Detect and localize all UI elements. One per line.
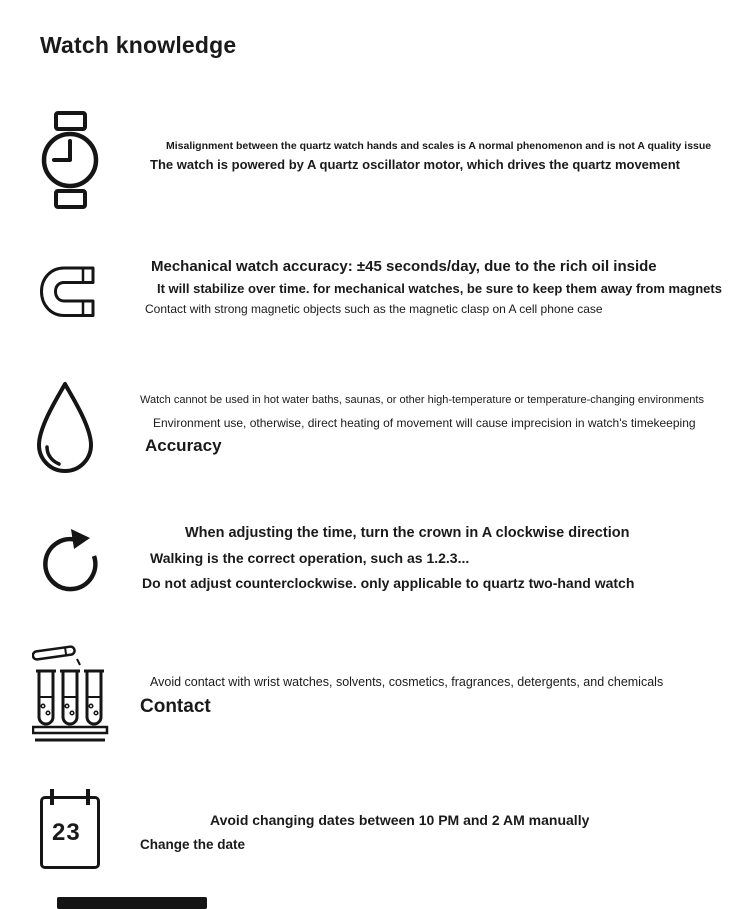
contact-label: Contact [140,696,211,717]
quartz-note-line-1: Misalignment between the quartz watch hands and scales is A normal phenomenon and is not A quality issue [166,140,712,152]
quartz-note-line-2: The watch is powered by A quartz oscillator motor, which drives the quartz movement [150,157,680,172]
test-tubes-icon [32,643,112,745]
calendar-icon [40,786,100,869]
magnet-note-line-2: It will stabilize over time. for mechanical watches, be sure to keep them away from magnets [157,281,722,296]
calendar-tick-icon [86,789,90,805]
calendar-tick-icon [50,789,54,805]
crown-note-line-3: Do not adjust counterclockwise. only applicable to quartz two-hand watch [142,575,635,591]
chemical-note-line-1: Avoid contact with wrist watches, solvents, cosmetics, fragrances, detergents, and chemicals [150,675,664,689]
date-note-line-1: Avoid changing dates between 10 PM and 2 AM manually [210,812,590,828]
clockwise-arrow-icon [38,526,102,596]
temperature-note-line-1: Watch cannot be used in hot water baths, saunas, or other high-temperature or temperature-changing environments [140,394,704,406]
watch-icon [38,110,104,210]
cut-off-banner [57,897,207,909]
crown-note-line-1: When adjusting the time, turn the crown in A clockwise direction [185,525,630,541]
temperature-note-line-2: Environment use, otherwise, direct heating of movement will cause imprecision in watch's timekeeping [153,416,696,430]
magnet-note-line-1: Mechanical watch accuracy: ±45 seconds/day, due to the rich oil inside [151,258,657,275]
accuracy-label: Accuracy [145,436,222,455]
magnet-note-line-3: Contact with strong magnetic objects such as the magnetic clasp on A cell phone case [145,302,603,316]
water-drop-icon [34,380,96,478]
change-date-label: Change the date [140,837,246,852]
calendar-day-number: 23 [52,818,81,846]
magnet-icon [38,264,96,320]
page-title: Watch knowledge [40,32,237,58]
crown-note-line-2: Walking is the correct operation, such as 1.2.3... [150,550,470,566]
